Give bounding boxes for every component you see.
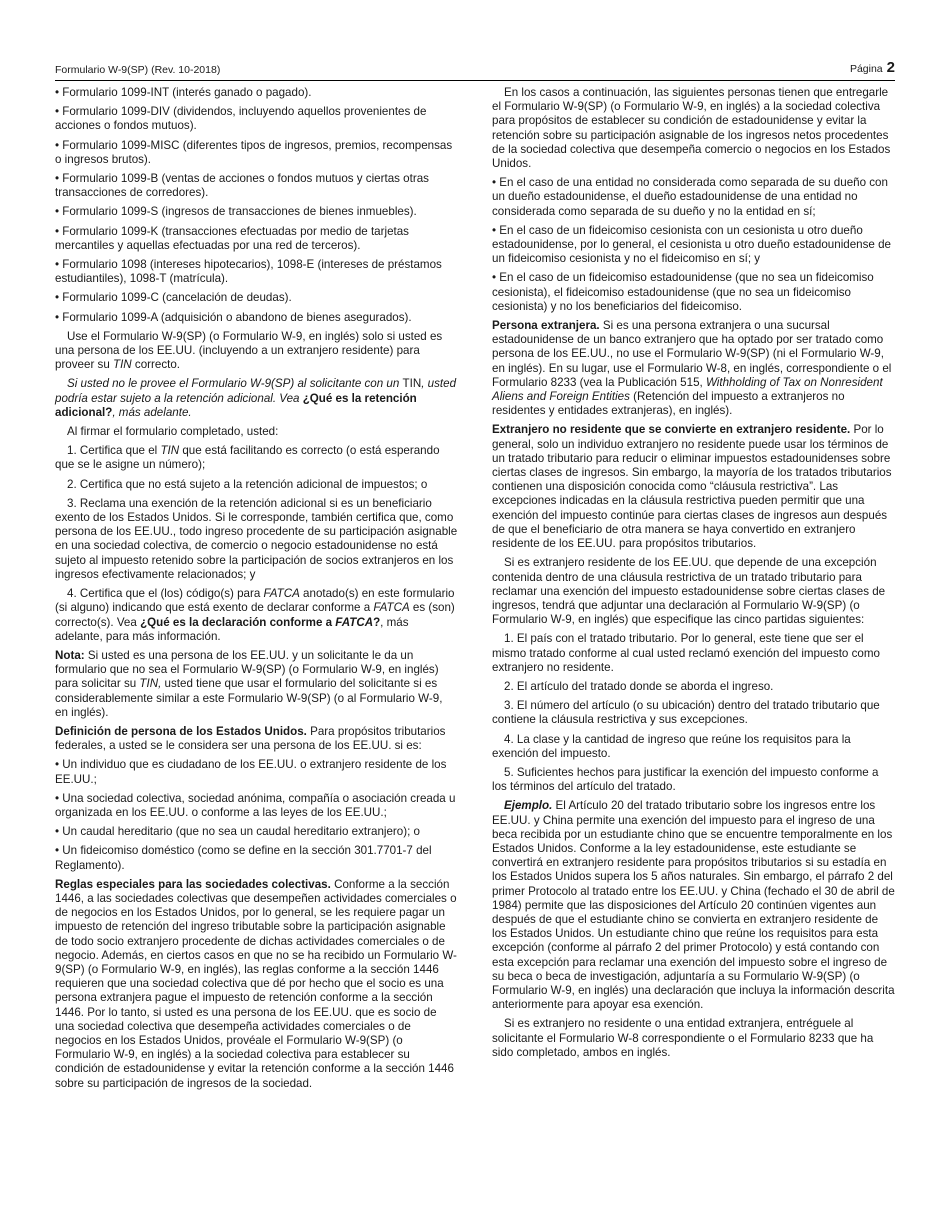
certification-4: 4. Certifica que el (los) código(s) para FATCA anotado(s) en este formulario (si alguno) indicando que está exento de declarar conforme a FATCA es (son) correcto(s). Vea ¿Qué es la declaración conforme a FATCA?, más adelante, para más información.	[55, 587, 455, 643]
foreign-person: Persona extranjera. Si es una persona extranjera o una sucursal estadounidense de un banco extranjero que ha optado por ser tratado como persona de los EE.UU., no use el Formulario W-9(SP) (ni el Formulario W-9, en inglés). En su lugar, use el Formulario W-8, en inglés, correspondiente o el Formulario 8233 (vea la Publicación 515, Withholding of Tax on Nonresident Aliens and Foreign Entities (Retención del impuesto a extranjeros no residentes y entidades extranjeras), en inglés).	[492, 319, 892, 418]
certification-1: 1. Certifica que el TIN que está facilitando es correcto (o está esperando que se le asigne un número);	[55, 444, 440, 472]
note-paragraph: Nota: Si usted es una persona de los EE.UU. y un solicitante le da un formulario que no sea el Formulario W-9(SP) (o Formulario W-9, en inglés) para solicitar su TIN, usted tiene que usar el formulario del solicitante si es considerablemente similar a este Formulario W-9(SP) (o al Formulario W-9, en inglés).	[55, 648, 443, 719]
bullet-form: • Formulario 1099-A (adquisición o abandono de bienes asegurados).	[55, 310, 412, 324]
resident-alien-paragraph: Si es extranjero residente de los EE.UU. que depende de una excepción contenida dentro de una cláusula restrictiva de un tratado tributario para reclamar una exención del impuesto estadounidense sobre ciertas clases de ingresos, tendrá que adjuntar una declaración al Formulario W-9(SP) (o Formulario W-9, en inglés) que especifique las cinco partidas siguientes:	[492, 556, 886, 627]
statement-item: 5. Suficientes hechos para justificar la exención del impuesto conforme a los términos del artículo del tratado.	[492, 765, 879, 794]
bullet-form: • Formulario 1099-B (ventas de acciones o fondos mutuos y ciertas otras transacciones de corredores).	[55, 172, 429, 200]
bullet-case: • En el caso de una entidad no considerada como separada de su dueño con un dueño estadounidense, el dueño estadounidense de una entidad no considerada como separada de su dueño y no la entidad en sí;	[492, 176, 888, 218]
nonresident-alien: Extranjero no residente que se convierte en extranjero residente. Por lo general, solo un individuo extranjero no residente puede usar los términos de un tratado tributario para reducir o eliminar impuestos estadounidenses sobre ciertas clases de ingresos. Sin embargo, la mayoría de los tratados tributarios contienen una disposición conocida como “cláusula restrictiva”. Las excepciones indicadas en la cláusula restrictiva pueden permitir que una exención del impuesto continúe para ciertas clases de ingresos aun después de que el beneficiario de otra manera se haya convertido en extranjero residente de los EE.UU. para propósitos tributarios.	[492, 423, 892, 551]
page-header	[55, 56, 895, 81]
statement-item: 2. El artículo del tratado donde se aborda el ingreso.	[504, 679, 774, 693]
statement-item: 1. El país con el tratado tributario. Por lo general, este tiene que ser el mismo tratado conforme al cual usted reclamó exención del impuesto como extranjero no residente.	[492, 632, 880, 674]
statement-item: 4. La clase y la cantidad de ingreso que reúne los requisitos para la exención del impuesto.	[492, 732, 851, 760]
bullet-person: • Un fideicomiso doméstico (como se define en la sección 301.7701-7 del Reglamento).	[55, 844, 432, 872]
final-paragraph: Si es extranjero no residente o una entidad extranjera, entréguele al solicitante el Formulario W-8 correspondiente o el Formulario 8233 que ha sido completado, ambos en inglés.	[492, 1017, 874, 1059]
bullet-form: • Formulario 1099-K (transacciones efectuadas por medio de tarjetas mercantiles y aquellas efectuadas por una red de terceros).	[55, 224, 409, 252]
bullet-person: • Un caudal hereditario (que no sea un caudal hereditario extranjero); o	[55, 825, 420, 839]
bullet-case: • En el caso de un fideicomiso cesionista con un cesionista u otro dueño estadounidense, por lo general, el cesionista u otro dueño estadounidense de un fideicomiso cesionista y no el fideicomiso en sí; y	[492, 223, 891, 266]
bullet-form: • Formulario 1099-C (cancelación de deudas).	[55, 291, 292, 305]
statement-item: 3. El número del artículo (o su ubicación) dentro del tratado tributario que contiene la cláusula restrictiva y sus excepciones.	[492, 699, 880, 727]
page-label: Página	[849, 63, 883, 75]
us-person-definition: Definición de persona de los Estados Unidos. Para propósitos tributarios federales, a usted se le considera ser una persona de los EE.UU. si es:	[55, 724, 446, 753]
page-number: 2	[886, 59, 895, 76]
bullet-form: • Formulario 1099-S (ingresos de transacciones de bienes inmuebles).	[55, 205, 417, 219]
right-column	[492, 86, 895, 1065]
bullet-form: • Formulario 1098 (intereses hipotecarios), 1098-E (intereses de préstamos estudiantiles), 1098-T (matrícula).	[55, 258, 442, 286]
bullet-form: • Formulario 1099-MISC (diferentes tipos de ingresos, premios, recompensas o ingresos brutos).	[55, 138, 453, 166]
bullet-case: • En el caso de un fideicomiso estadounidense (que no sea un fideicomiso cesionista), el fideicomiso estadounidense (que no sea un fideicomiso cesionista) y no los beneficiarios del fideicomiso.	[492, 271, 874, 313]
certification-2: 2. Certifica que no está sujeto a la retención adicional de impuestos; o	[67, 477, 428, 491]
page-indicator	[850, 59, 895, 76]
left-column	[55, 86, 458, 1096]
certification-3: 3. Reclama una exención de la retención adicional si es un beneficiario exento de los Estados Unidos. Si le corresponde, también certifica que, como persona de los EE.UU., todo ingreso procedente de su participación asignable en una sociedad colectiva, de comercio o negocio estadounidense no está sujeto al impuesto retenido sobre la participación de socios extranjeros en los ingresos efectivamente relacionados; y	[55, 496, 458, 581]
if-not-provided-paragraph: Si usted no le provee el Formulario W-9(SP) al solicitante con un TIN, usted podría estar sujeto a la retención adicional. Vea ¿Qué es la retención adicional?, más adelante.	[55, 377, 457, 419]
sign-intro: Al firmar el formulario completado, usted:	[67, 425, 279, 439]
use-paragraph: Use el Formulario W-9(SP) (o Formulario W-9, en inglés) solo si usted es una persona de los EE.UU. (incluyendo a un extranjero residente) para proveer su TIN correcto.	[55, 329, 443, 372]
bullet-form: • Formulario 1099-DIV (dividendos, incluyendo aquellos provenientes de acciones o fondos mutuos).	[55, 105, 427, 133]
cases-intro: En los casos a continuación, las siguientes personas tienen que entregarle el Formulario W-9(SP) (o Formulario W-9, en inglés) a la sociedad colectiva para propósitos de establecer su condición de estadounidense y evitar la retención sobre su participación asignable de los ingresos netos procedentes de la sociedad colectiva que desempeña comercio o negocios en los Estados Unidos.	[492, 86, 891, 171]
bullet-person: • Un individuo que es ciudadano de los EE.UU. o extranjero residente de los EE.UU.;	[55, 758, 447, 786]
bullet-person: • Una sociedad colectiva, sociedad anónima, compañía o asociación creada u organizada en los EE.UU. o conforme a las leyes de los EE.UU.;	[55, 791, 456, 819]
example-paragraph: Ejemplo. El Artículo 20 del tratado tributario sobre los ingresos entre los EE.UU. y China permite una exención del impuesto para el ingreso de una beca recibida por un estudiante chino que se encuentre temporalmente en los Estados Unidos. Conforme a la ley estadounidense, este estudiante se convertirá en extranjero residente para propósitos tributarios si su estadía en los Estados Unidos supera los 5 años naturales. Sin embargo, el párrafo 2 del primer Protocolo al tratado entre los EE.UU. y China (fechado el 30 de abril de 1984) permite que las disposiciones del Artículo 20 continúen vigentes aun después de que el estudiante chino se convierta en extranjero residente de los Estados Unidos. Un estudiante chino que reúne los requisitos para esta excepción (conforme al párrafo 2 del primer Protocolo) y está contando con esta excepción para reclamar una exención del impuesto sobre el ingreso de su beca o beca de investigación, adjuntaría a su Formulario W-9(SP) (o Formulario W-9, en inglés) una declaración que incluya la información descrita anteriormente para apoyar esa exención.	[492, 799, 895, 1012]
partnership-rules: Reglas especiales para las sociedades colectivas. Conforme a la sección 1446, a las sociedades colectivas que desempeñen actividades comerciales o de negocios en los Estados Unidos, por lo general, se les requiere pagar un impuesto de retención del ingreso tributable sobre la participación asignable de todo socio extranjero procedente de dichas actividades comerciales o de negocio. Además, en ciertos casos en que no se ha recibido un Formulario W-9(SP) (o Formulario W-9, en inglés), las reglas conforme a la sección 1446 requieren que una sociedad colectiva que dé por hecho que el socio es una persona extranjera pague el impuesto de retención conforme a la sección 1446. Por lo tanto, si usted es una persona de los EE.UU. que es socio de una sociedad colectiva que desempeña actividades comerciales o de negocios en los Estados Unidos, provéale el Formulario W-9(SP) (o Formulario W-9, en inglés) a la sociedad colectiva para establecer su condición de estadounidense y evitar la retención conforme a la sección 1446 sobre su participación de ingresos de la sociedad.	[55, 877, 457, 1090]
form-title: Formulario W-9(SP) (Rev. 10-2018)	[55, 64, 221, 76]
bullet-form: • Formulario 1099-INT (interés ganado o pagado).	[55, 86, 312, 99]
